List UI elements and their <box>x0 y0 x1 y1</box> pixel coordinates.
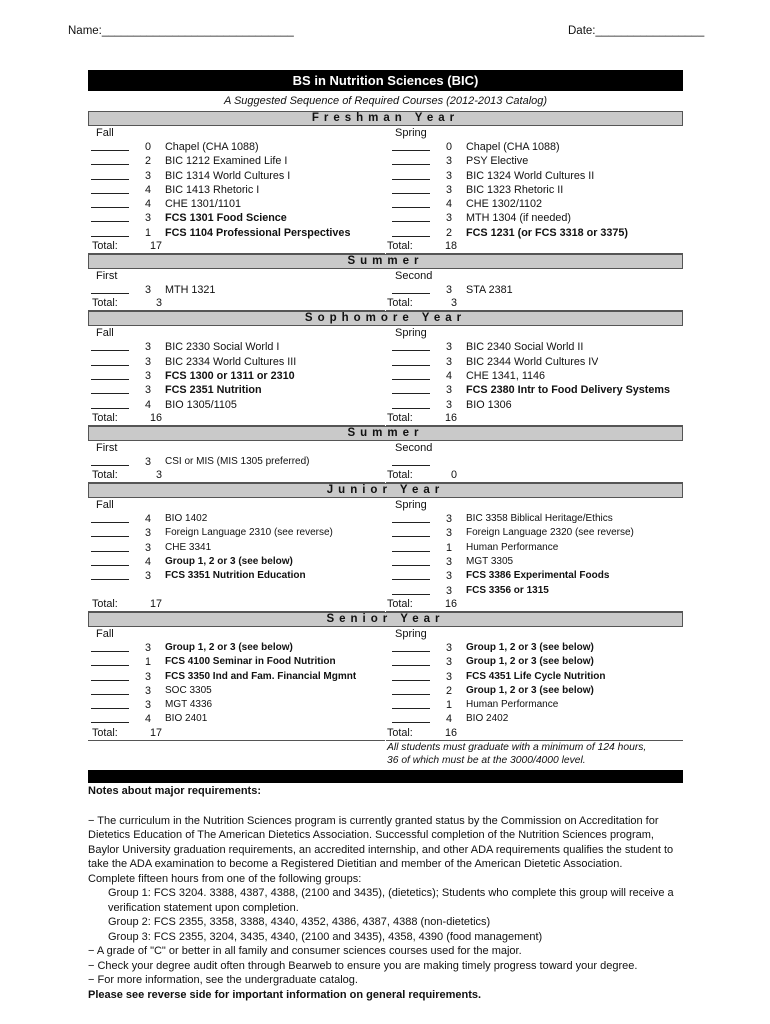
course-name: BIC 1323 Rhetoric II <box>466 183 564 196</box>
grade-blank-line[interactable] <box>392 713 430 723</box>
course-credits: 3 <box>445 155 452 168</box>
course-row <box>386 712 683 726</box>
course-row <box>88 569 385 583</box>
grade-blank-line[interactable] <box>392 585 430 595</box>
course-credits: 3 <box>144 541 151 554</box>
grade-blank-line[interactable] <box>91 370 129 380</box>
notes-heading: Notes about major requirements: <box>88 785 261 797</box>
total-label: Total: <box>92 240 118 253</box>
notes-catalog: − For more information, see the undergraduate catalog. <box>88 974 358 986</box>
course-credits: 3 <box>445 641 452 654</box>
course-credits: 3 <box>445 556 452 569</box>
year-header-senior: Senior Year <box>88 612 683 627</box>
year-header-summer1: Summer <box>88 254 683 269</box>
course-name: MGT 3305 <box>466 556 514 568</box>
semester-label: Spring <box>395 327 427 340</box>
course-name: BIC 1212 Examined Life I <box>165 155 288 168</box>
course-credits: 3 <box>144 670 151 683</box>
course-row <box>88 398 385 412</box>
course-name: FCS 1300 or 1311 or 2310 <box>165 369 295 382</box>
course-credits: 4 <box>144 556 151 569</box>
semester-total <box>386 727 683 741</box>
graduation-note-line-1: All students must graduate with a minimum of 124 hours, <box>387 741 647 753</box>
course-row <box>386 369 683 383</box>
grade-blank-line[interactable] <box>91 456 129 466</box>
course-row <box>386 355 683 369</box>
semester-label: First <box>96 270 118 283</box>
grade-blank-line[interactable] <box>392 527 430 537</box>
total-hours: 16 <box>149 411 162 424</box>
semester-total <box>386 412 683 426</box>
course-credits: 2 <box>445 684 452 697</box>
course-name: Chapel (CHA 1088) <box>466 141 560 153</box>
course-name: FCS 1104 Professional Perspectives <box>165 226 351 239</box>
total-label: Total: <box>387 726 413 739</box>
course-name: BIO 1306 <box>466 398 512 411</box>
course-row <box>386 698 683 712</box>
course-name: BIC 1324 World Cultures II <box>466 169 595 182</box>
grade-blank-line[interactable] <box>392 198 430 208</box>
course-name: BIC 2334 World Cultures III <box>165 355 297 368</box>
course-credits: 0 <box>144 141 151 153</box>
course-name: FCS 3386 Experimental Foods <box>466 570 610 582</box>
grade-blank-line[interactable] <box>392 456 430 466</box>
grade-blank-line[interactable] <box>392 570 430 580</box>
course-row <box>88 140 385 154</box>
course-credits: 3 <box>144 641 151 654</box>
grade-blank-line[interactable] <box>91 570 129 580</box>
semester-summer1-left <box>88 269 385 311</box>
course-name: FCS 3356 or 1315 <box>466 584 549 596</box>
course-credits: 4 <box>445 369 452 382</box>
course-credits: 3 <box>144 684 151 697</box>
notes-group-3: Group 3: FCS 2355, 3204, 3435, 4340, (2100 and 3435), 4358, 4390 (food management) <box>108 930 543 943</box>
course-credits: 3 <box>445 570 452 583</box>
total-label: Total: <box>92 469 118 482</box>
grade-blank-line[interactable] <box>91 384 129 394</box>
course-row <box>386 383 683 397</box>
semester-columns-junior <box>88 498 683 612</box>
course-row <box>386 584 683 598</box>
grade-blank-line[interactable] <box>91 155 129 165</box>
course-credits: 3 <box>445 341 452 354</box>
year-header-summer2: Summer <box>88 426 683 441</box>
date-field-label: Date:_________________ <box>568 25 705 37</box>
grade-blank-line[interactable] <box>91 713 129 723</box>
course-row <box>386 455 683 469</box>
course-row <box>386 555 683 569</box>
semester-total <box>386 297 683 311</box>
course-row <box>88 169 385 183</box>
course-credits: 4 <box>144 198 151 211</box>
grade-blank-line[interactable] <box>91 227 129 237</box>
course-credits: 0 <box>445 141 452 153</box>
grade-blank-line[interactable] <box>91 141 129 151</box>
course-credits <box>430 455 452 469</box>
grade-blank-line[interactable] <box>392 141 430 151</box>
semester-total <box>88 240 385 254</box>
semester-label: Fall <box>96 499 114 512</box>
course-row <box>88 512 385 526</box>
course-credits: 3 <box>144 355 151 368</box>
course-credits: 1 <box>144 226 151 239</box>
semester-columns-senior <box>88 627 683 741</box>
notes-section <box>88 784 688 1002</box>
course-credits: 4 <box>445 198 452 211</box>
course-name: CHE 1302/1102 <box>466 198 543 211</box>
course-row <box>88 541 385 555</box>
course-credits: 3 <box>445 584 452 597</box>
semester-summer2-right <box>385 441 683 483</box>
total-label: Total: <box>387 297 413 310</box>
total-label: Total: <box>92 726 118 739</box>
course-name: FCS 1301 Food Science <box>165 212 287 225</box>
grade-blank-line[interactable] <box>91 685 129 695</box>
graduation-note-line-2: 36 of which must be at the 3000/4000 level. <box>387 754 586 766</box>
course-name: Group 1, 2 or 3 (see below) <box>165 556 293 568</box>
grade-blank-line[interactable] <box>392 556 430 566</box>
grade-blank-line[interactable] <box>91 284 129 294</box>
notes-reverse-side: Please see reverse side for important information on general requirements. <box>88 988 482 1001</box>
grade-blank-line[interactable] <box>91 699 129 709</box>
course-credits: 3 <box>445 183 452 196</box>
course-row <box>88 555 385 569</box>
semester-label: Fall <box>96 327 114 340</box>
grade-blank-line[interactable] <box>392 642 430 652</box>
course-row <box>88 712 385 726</box>
total-hours: 3 <box>155 469 162 482</box>
course-credits: 3 <box>144 284 151 297</box>
course-row <box>386 183 683 197</box>
total-hours: 16 <box>444 597 457 610</box>
grade-blank-line[interactable] <box>392 399 430 409</box>
semester-columns-summer1 <box>88 269 683 311</box>
empty-row <box>88 584 385 598</box>
grade-blank-line[interactable] <box>392 685 430 695</box>
total-hours: 3 <box>450 297 457 310</box>
semester-freshman-left <box>88 126 385 254</box>
course-name: Group 1, 2 or 3 (see below) <box>165 641 293 653</box>
course-credits: 2 <box>144 155 151 168</box>
course-row <box>386 197 683 211</box>
semester-summer2-left <box>88 441 385 483</box>
course-credits: 4 <box>144 183 151 196</box>
course-name: FCS 4100 Seminar in Food Nutrition <box>165 656 336 668</box>
total-label: Total: <box>387 240 413 253</box>
course-row <box>88 526 385 540</box>
semester-label: Spring <box>395 127 427 139</box>
course-name: BIO 1305/1105 <box>165 398 237 411</box>
semester-total <box>88 469 385 483</box>
grade-blank-line[interactable] <box>392 370 430 380</box>
total-label: Total: <box>92 597 118 610</box>
grade-blank-line[interactable] <box>392 356 430 366</box>
course-credits: 3 <box>144 699 151 712</box>
course-name: Group 1, 2 or 3 (see below) <box>466 656 594 668</box>
course-row <box>88 183 385 197</box>
semester-junior-left <box>88 498 385 612</box>
grade-blank-line[interactable] <box>91 513 129 523</box>
grade-blank-line[interactable] <box>91 399 129 409</box>
semester-label: Fall <box>96 127 114 139</box>
course-name: BIO 2402 <box>466 713 509 725</box>
semester-columns-freshman <box>88 126 683 254</box>
course-row <box>386 569 683 583</box>
total-label: Total: <box>387 411 413 424</box>
total-label: Total: <box>92 297 118 310</box>
course-row <box>88 283 385 297</box>
course-credits: 3 <box>144 455 151 468</box>
total-hours: 17 <box>149 726 162 739</box>
grade-blank-line[interactable] <box>392 671 430 681</box>
semester-label: Fall <box>96 627 114 640</box>
course-row <box>88 455 385 469</box>
course-name: Group 1, 2 or 3 (see below) <box>466 641 594 653</box>
grade-blank-line[interactable] <box>392 184 430 194</box>
course-name: BIO 1402 <box>165 513 208 525</box>
course-name: Group 1, 2 or 3 (see below) <box>466 684 594 696</box>
course-row <box>386 684 683 698</box>
semester-label: First <box>96 441 118 454</box>
grade-blank-line[interactable] <box>392 170 430 180</box>
course-credits: 3 <box>445 513 452 526</box>
course-name: BIC 3358 Biblical Heritage/Ethics <box>466 513 613 525</box>
course-name: Human Performance <box>466 699 559 711</box>
course-name: Chapel (CHA 1088) <box>165 141 259 153</box>
notes-grade-requirement: − A grade of "C" or better in all family and consumer sciences courses used for the major. <box>88 945 522 957</box>
course-credits: 4 <box>445 713 452 726</box>
total-hours: 0 <box>450 469 457 482</box>
course-credits: 3 <box>445 212 452 225</box>
course-credits: 3 <box>144 212 151 225</box>
course-row <box>88 211 385 225</box>
course-credits: 3 <box>445 169 452 182</box>
course-row <box>88 698 385 712</box>
course-row <box>88 197 385 211</box>
grade-blank-line[interactable] <box>91 212 129 222</box>
course-row <box>88 355 385 369</box>
course-credits: 3 <box>445 398 452 411</box>
course-credits: 3 <box>144 369 151 382</box>
course-row <box>386 226 683 240</box>
course-name: STA 2381 <box>466 284 513 297</box>
semester-sophomore-right <box>385 326 683 425</box>
course-credits: 3 <box>144 341 151 354</box>
grade-blank-line[interactable] <box>392 155 430 165</box>
course-row <box>88 670 385 684</box>
course-credits: 3 <box>445 527 452 540</box>
section-divider <box>88 770 683 783</box>
course-name: BIC 2340 Social World II <box>466 341 584 354</box>
total-hours: 17 <box>149 597 162 610</box>
total-hours: 16 <box>444 411 457 424</box>
course-credits: 1 <box>445 541 452 554</box>
grade-blank-line[interactable] <box>392 542 430 552</box>
course-name: CHE 3341 <box>165 541 212 553</box>
semester-label: Second <box>395 270 433 283</box>
course-row <box>386 340 683 354</box>
course-row <box>386 526 683 540</box>
course-name: FCS 3351 Nutrition Education <box>165 570 306 582</box>
course-row <box>88 340 385 354</box>
notes-accreditation: − The curriculum in the Nutrition Sciences program is currently granted status by the Commission on Accreditation for Dietetics Education of The American Dietetics Association. Successful completion of the Nutrition Sciences program, Baylor University graduation requirements, an accredited internship, and other ADA requirements qualifies the student to take the ADA examination to become a Registered Dietitian and member of the American Dietetic Association. <box>88 814 674 870</box>
year-sections <box>88 111 683 741</box>
grade-blank-line[interactable] <box>91 184 129 194</box>
course-credits: 3 <box>144 384 151 397</box>
year-header-freshman: Freshman Year <box>88 111 683 126</box>
total-hours: 3 <box>155 297 162 310</box>
course-row <box>386 140 683 154</box>
notes-degree-audit: − Check your degree audit often through Bearweb to ensure you are making timely progress toward your degree. <box>88 959 638 972</box>
notes-group-2: Group 2: FCS 2355, 3358, 3388, 4340, 4352, 4386, 4387, 4388 (non-dietetics) <box>108 916 491 928</box>
semester-summer1-right <box>385 269 683 311</box>
grade-blank-line[interactable] <box>91 671 129 681</box>
course-sequence-document <box>88 70 683 783</box>
grade-blank-line[interactable] <box>91 527 129 537</box>
course-name: MTH 1304 (if needed) <box>466 212 572 225</box>
semester-total <box>386 598 683 612</box>
course-name: BIC 1413 Rhetoric I <box>165 183 260 196</box>
course-name: FCS 2351 Nutrition <box>165 384 262 397</box>
course-name: CHE 1341, 1146 <box>466 369 546 382</box>
course-credits: 1 <box>445 699 452 712</box>
total-hours: 17 <box>149 240 162 253</box>
course-name: MGT 4336 <box>165 699 213 711</box>
grade-blank-line[interactable] <box>392 341 430 351</box>
document-subtitle: A Suggested Sequence of Required Courses (2012-2013 Catalog) <box>223 95 548 107</box>
course-row <box>88 684 385 698</box>
semester-sophomore-left <box>88 326 385 425</box>
year-header-sophomore: Sophomore Year <box>88 311 683 326</box>
course-credits: 2 <box>445 226 452 239</box>
course-credits: 4 <box>144 713 151 726</box>
course-credits: 3 <box>144 527 151 540</box>
course-name: BIC 2344 World Cultures IV <box>466 355 599 368</box>
course-name: BIC 1314 World Cultures I <box>165 169 291 182</box>
grade-blank-line[interactable] <box>392 656 430 666</box>
total-label: Total: <box>387 597 413 610</box>
semester-total <box>88 297 385 311</box>
course-row <box>88 655 385 669</box>
grade-blank-line[interactable] <box>91 656 129 666</box>
course-credits: 3 <box>445 284 452 297</box>
semester-label: Second <box>395 441 433 454</box>
course-credits: 3 <box>144 169 151 182</box>
semester-total <box>88 598 385 612</box>
grade-blank-line[interactable] <box>91 556 129 566</box>
course-name: Foreign Language 2310 (see reverse) <box>165 527 333 539</box>
graduation-note-row <box>88 741 683 767</box>
grade-blank-line[interactable] <box>392 699 430 709</box>
total-label: Total: <box>92 411 118 424</box>
semester-junior-right <box>385 498 683 612</box>
grade-blank-line[interactable] <box>91 198 129 208</box>
course-row <box>386 398 683 412</box>
course-name: CSI or MIS (MIS 1305 preferred) <box>165 455 310 467</box>
grade-blank-line[interactable] <box>91 542 129 552</box>
semester-senior-left <box>88 627 385 741</box>
course-name: Human Performance <box>466 541 559 553</box>
course-row <box>386 670 683 684</box>
semester-total <box>386 240 683 254</box>
semester-columns-summer2 <box>88 441 683 483</box>
course-credits: 3 <box>445 355 452 368</box>
course-row <box>386 655 683 669</box>
course-row <box>386 283 683 297</box>
course-row <box>88 641 385 655</box>
grade-blank-line[interactable] <box>392 384 430 394</box>
course-name: FCS 1231 (or FCS 3318 or 3375) <box>466 226 629 239</box>
grade-blank-line[interactable] <box>392 284 430 294</box>
semester-senior-right <box>385 627 683 741</box>
semester-total <box>386 469 683 483</box>
semester-label: Spring <box>395 627 427 640</box>
course-name: SOC 3305 <box>165 684 212 696</box>
course-row <box>88 226 385 240</box>
course-name: FCS 2380 Intr to Food Delivery Systems <box>466 384 671 397</box>
course-row <box>386 211 683 225</box>
course-name: FCS 4351 Life Cycle Nutrition <box>466 670 606 682</box>
course-credits: 3 <box>445 384 452 397</box>
course-credits: 3 <box>445 656 452 669</box>
year-header-junior: Junior Year <box>88 483 683 498</box>
course-credits: 4 <box>144 398 151 411</box>
grade-blank-line[interactable] <box>91 356 129 366</box>
grade-blank-line[interactable] <box>392 212 430 222</box>
course-credits: 3 <box>445 670 452 683</box>
course-name: PSY Elective <box>466 155 529 168</box>
name-field-label: Name:______________________________ <box>68 25 294 37</box>
course-name: BIC 2330 Social World I <box>165 341 280 354</box>
grade-blank-line[interactable] <box>91 642 129 652</box>
course-name: MTH 1321 <box>165 284 216 297</box>
course-name: FCS 3350 Ind and Fam. Financial Mgmnt <box>165 670 357 682</box>
semester-freshman-right <box>385 126 683 254</box>
course-row <box>386 169 683 183</box>
semester-total <box>88 412 385 426</box>
grade-blank-line[interactable] <box>91 341 129 351</box>
notes-groups-intro: Complete fifteen hours from one of the following groups: <box>88 872 362 885</box>
course-name: CHE 1301/1101 <box>165 198 242 211</box>
grade-blank-line[interactable] <box>91 170 129 180</box>
course-name: Foreign Language 2320 (see reverse) <box>466 527 634 539</box>
course-row <box>88 383 385 397</box>
course-row <box>386 641 683 655</box>
document-title: BS in Nutrition Sciences (BIC) <box>88 70 683 91</box>
course-credits: 4 <box>144 513 151 526</box>
course-row <box>88 154 385 168</box>
course-row <box>88 369 385 383</box>
course-credits: 1 <box>144 656 151 669</box>
total-hours: 18 <box>444 240 457 253</box>
grade-blank-line[interactable] <box>392 513 430 523</box>
course-row <box>386 541 683 555</box>
notes-group-1: Group 1: FCS 3204. 3388, 4387, 4388, (2100 and 3435), (dietetics); Students who complete this group will receive a verification statement upon completion. <box>108 887 674 914</box>
semester-total <box>88 727 385 741</box>
course-row <box>386 512 683 526</box>
course-row <box>386 154 683 168</box>
grade-blank-line[interactable] <box>392 227 430 237</box>
total-hours: 16 <box>444 726 457 739</box>
semester-label: Spring <box>395 499 427 512</box>
course-credits: 3 <box>144 570 151 583</box>
total-label: Total: <box>387 469 413 482</box>
semester-columns-sophomore <box>88 326 683 425</box>
course-name: BIO 2401 <box>165 713 208 725</box>
